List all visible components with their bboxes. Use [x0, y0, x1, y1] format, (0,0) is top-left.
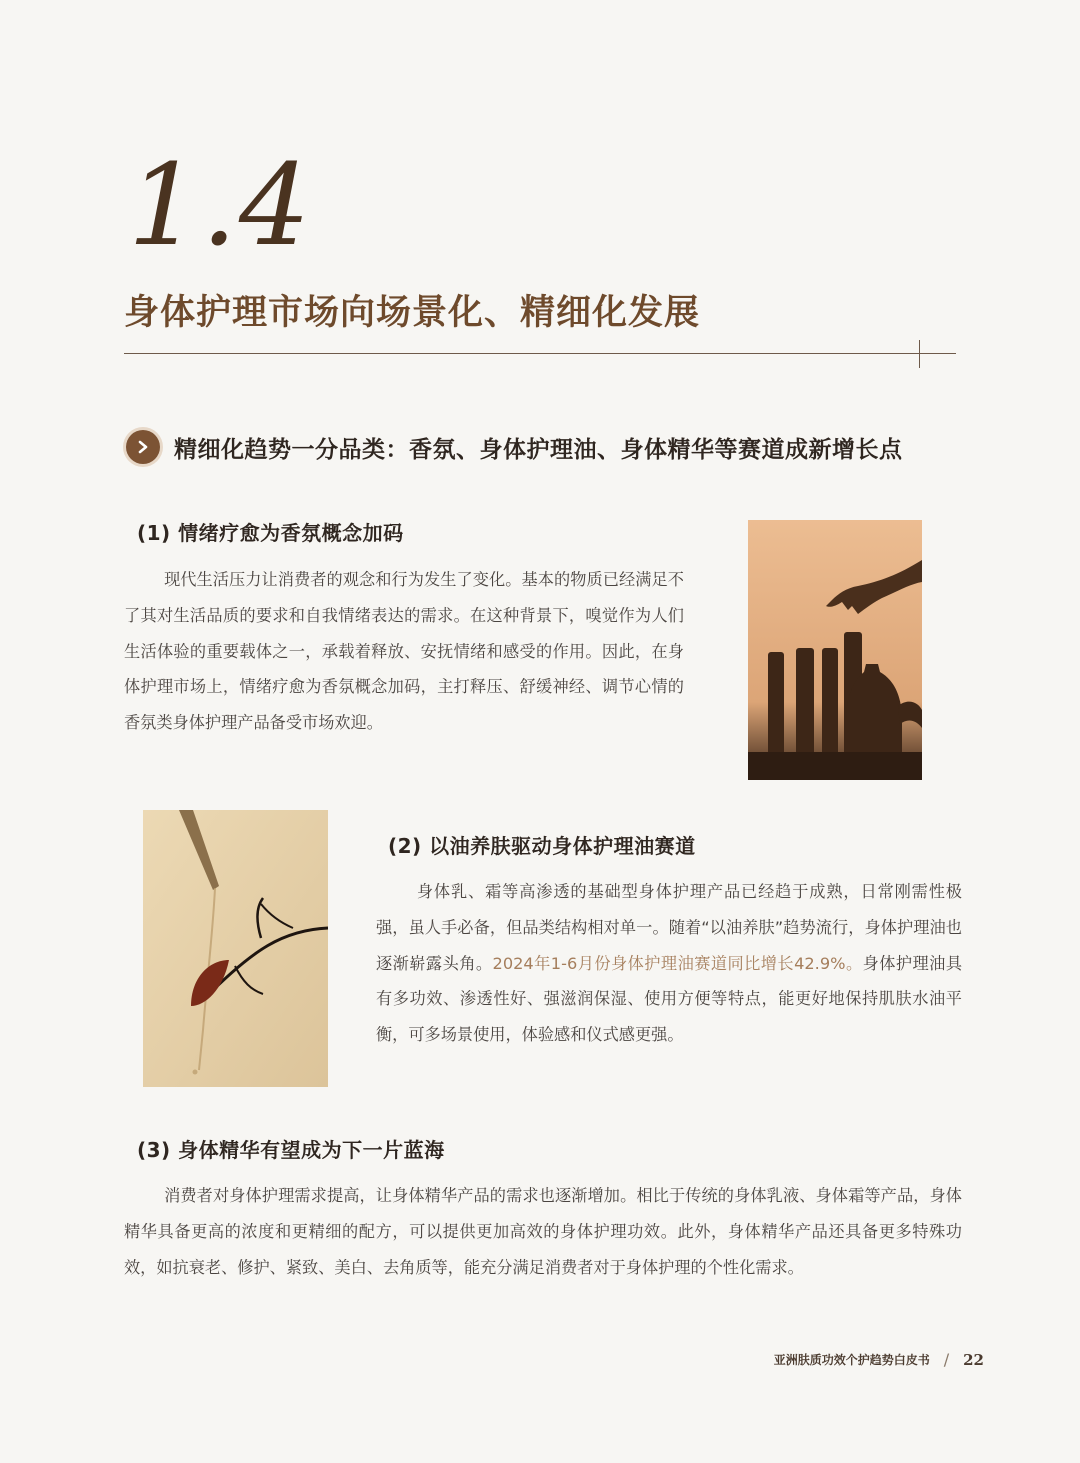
block-2-heading: (2) 以油养肤驱动身体护理油赛道: [388, 834, 696, 858]
aroma-hand-silhouette-image: [748, 520, 922, 780]
page-footer: [774, 1350, 984, 1369]
subheading-text: 精细化趋势一分品类：香氛、身体护理油、身体精华等赛道成新增长点: [174, 436, 903, 463]
block-2-text-before: 身体乳、霜等高渗透的基础型身体护理产品已经趋于成熟，日常刚需性极强，虽人手必备，但品类结构相对单一。随着“以油养肤”趋势流行，身体护理油也逐渐崭露头角。: [376, 882, 962, 973]
block-1-heading: (1) 情绪疗愈为香氛概念加码: [137, 521, 404, 545]
subheading: [126, 428, 903, 466]
section-number: 1.4: [128, 141, 313, 271]
divider-tick: [919, 340, 920, 368]
block-1-paragraph: [124, 562, 684, 741]
block-2-paragraph: [376, 874, 962, 1053]
block-3-text: 消费者对身体护理需求提高，让身体精华产品的需求也逐渐增加。相比于传统的身体乳液、身体霜等产品，身体精华具备更高的浓度和更精细的配方，可以提供更加高效的身体护理功效。此外，身体精华产品还具备更多特殊功效，如抗衰老、修护、紧致、美白、去角质等，能充分满足消费者对于身体护理的个性化需求。: [124, 1186, 962, 1277]
block-3-paragraph: [124, 1178, 962, 1285]
footer-separator: /: [943, 1350, 950, 1369]
title-divider: [124, 353, 956, 354]
block-2-highlight: 2024年1-6月份身体护理油赛道同比增长42.9%。: [492, 953, 863, 973]
section-title: 身体护理市场向场景化、精细化发展: [124, 293, 701, 333]
chevron-right-icon: [126, 430, 160, 464]
block-1-text: 现代生活压力让消费者的观念和行为发生了变化。基本的物质已经满足不了其对生活品质的要求和自我情绪表达的需求。在这种背景下，嗅觉作为人们生活体验的重要载体之一，承载着释放、安抚情绪和感受的作用。因此，在身体护理市场上，情绪疗愈为香氛概念加码，主打释压、舒缓神经、调节心情的香氛类身体护理产品备受市场欢迎。: [124, 570, 684, 733]
block-2-text-after: 身体护理油具有多功效、渗透性好、强滋润保湿、使用方便等特点，能更好地保持肌肤水油平衡，可多场景使用，体验感和仪式感更强。: [376, 953, 963, 1045]
oil-dropper-leaf-image: [143, 810, 328, 1087]
publication-title: 亚洲肤质功效个护趋势白皮书: [773, 1353, 930, 1367]
page-number: 22: [963, 1350, 984, 1369]
block-3-heading: (3) 身体精华有望成为下一片蓝海: [137, 1138, 445, 1162]
